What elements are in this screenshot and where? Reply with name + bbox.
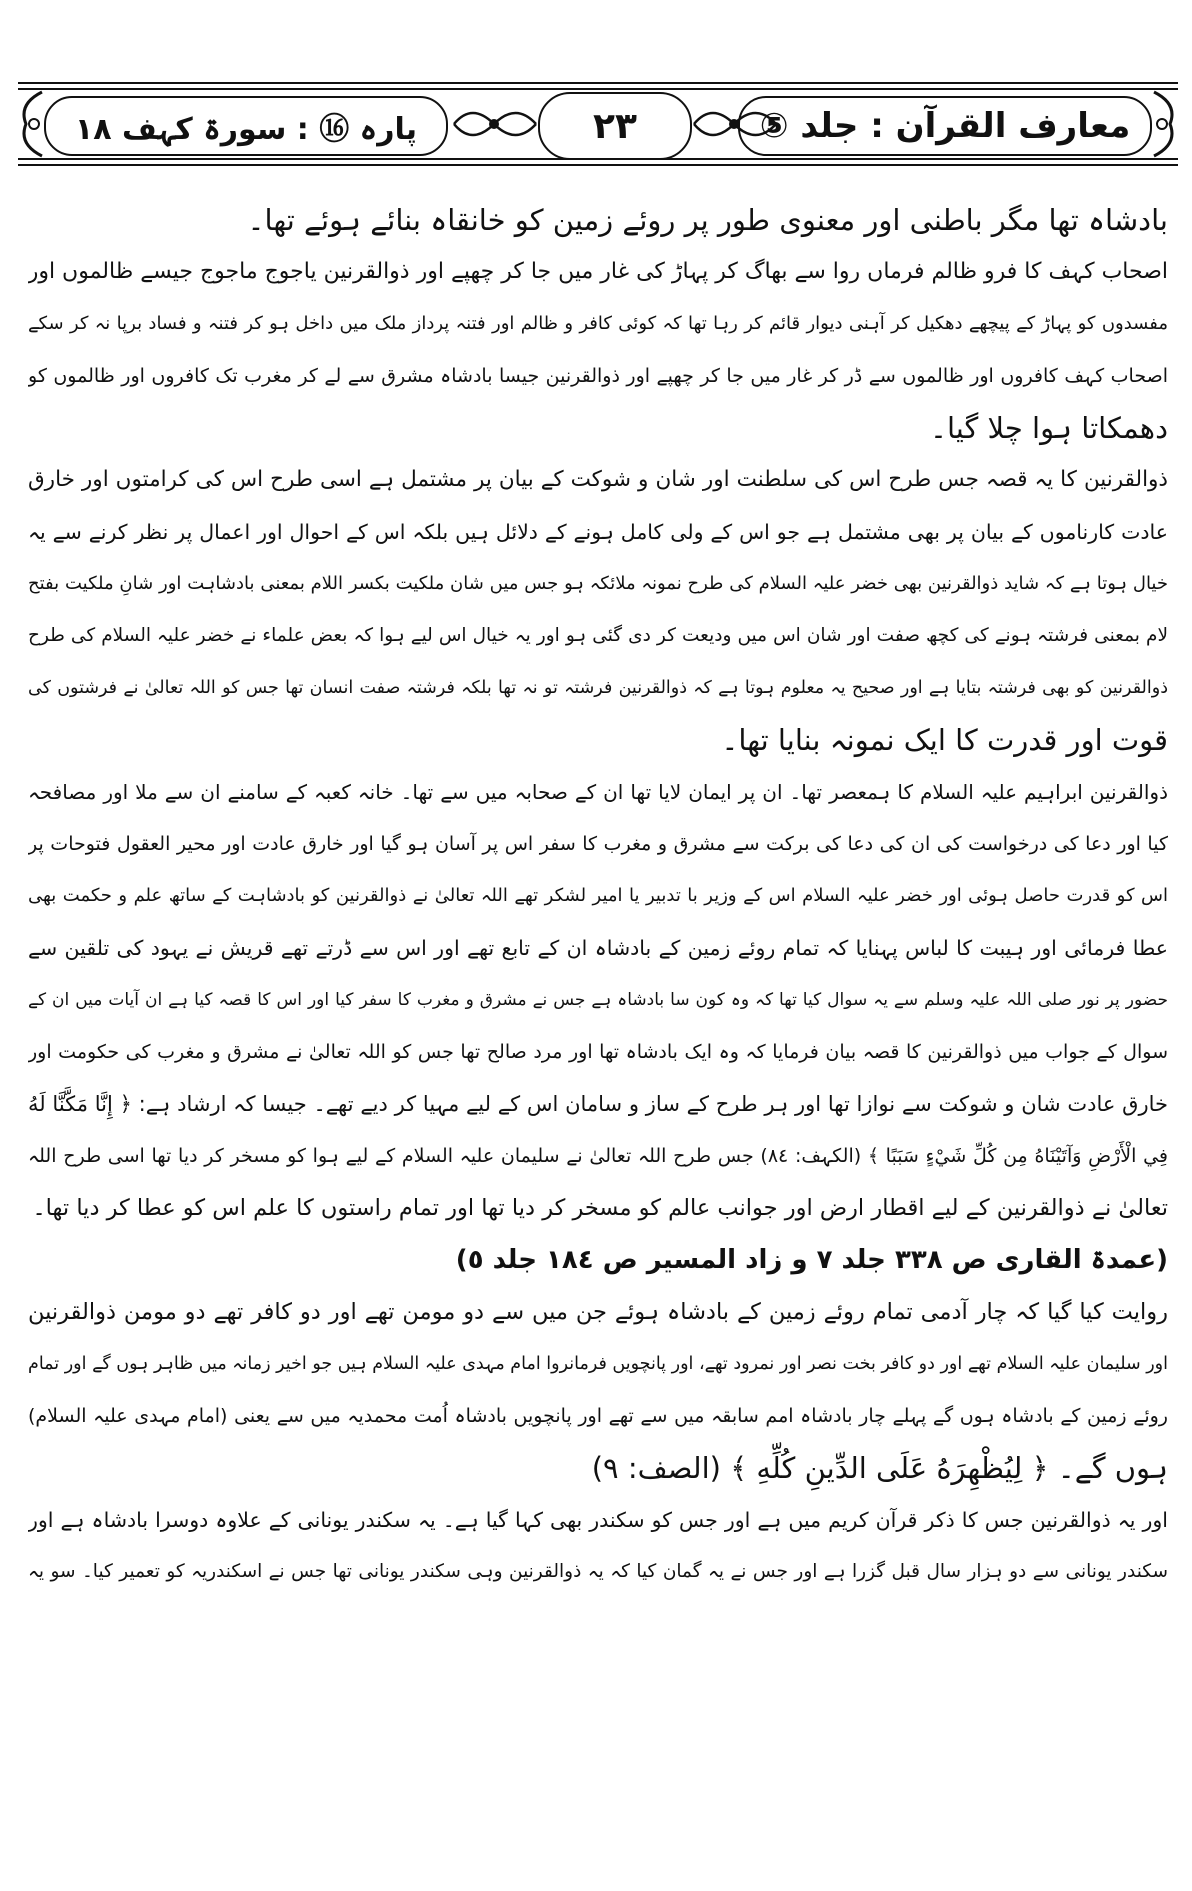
text-line: تعالیٰ نے ذوالقرنین کے لیے اقطار ارض اور جوانب عالم کو مسخر کر دیا تھا اور تمام راستوں کا علم اس کو عطا کر دیا تھا۔ bbox=[32, 1195, 1168, 1221]
text-line: روئے زمین کے بادشاہ ہوں گے پہلے چار بادشاہ امم سابقہ میں سے تھے اور پانچویں بادشاہ اُمت محمدیہ میں سے یعنی (امام مہدی علیہ السلام) bbox=[28, 1405, 1168, 1427]
text-line: لام بمعنی فرشتہ ہونے کی کچھ صفت اور شان اس میں ودیعت کر دی گئی ہو اور یہ خیال اس لیے ہوا کہ بعض علماء نے خضر علیہ السلام کی طرح bbox=[28, 625, 1168, 646]
chapter-reference bbox=[44, 96, 448, 156]
book-title bbox=[738, 96, 1152, 156]
header-rule bbox=[18, 164, 1178, 166]
text-line: بادشاہ تھا مگر باطنی اور معنوی طور پر روئے زمین کو خانقاہ بنائے ہوئے تھا۔ bbox=[247, 203, 1168, 237]
floral-ornament-icon bbox=[450, 98, 540, 150]
page-number bbox=[538, 92, 692, 160]
header-rule bbox=[18, 88, 1178, 90]
text-line: ذوالقرنین کو بھی فرشتہ بتایا ہے اور صحیح یہ معلوم ہوتا ہے کہ ذوالقرنین فرشتہ تو نہ تھا بلکہ فرشتہ صفت انسان تھا جس کو اللہ تعالیٰ نے فرشتوں کی bbox=[28, 678, 1168, 698]
text-line: ذوالقرنین کا یہ قصہ جس طرح اس کی سلطنت اور شان و شوکت کے بیان پر مشتمل ہے اسی طرح اس کی کرامتوں اور خارق bbox=[28, 467, 1168, 492]
text-line: عطا فرمائی اور ہیبت کا لباس پہنایا کہ تمام روئے زمین کے بادشاہ ان کے تابع تھے اور اس سے ڈرتے تھے قریش نے یہود کی تلقین سے bbox=[28, 936, 1168, 960]
page-body bbox=[28, 194, 1168, 1598]
page-header bbox=[18, 78, 1178, 170]
text-line: حضور پر نور صلی اللہ علیہ وسلم سے یہ سوال کیا تھا کہ وہ کون سا بادشاہ ہے جس نے مشرق و مغرب کا سفر کیا اور اس کا قصہ کیا ہے ان آیات میں ان کے bbox=[28, 990, 1168, 1010]
text-line: اصحاب کہف کافروں اور ظالموں سے ڈر کر غار میں جا کر چھپے اور ذوالقرنین جیسا بادشاہ مشرق سے لے کر مغرب تک کافروں اور ظالموں کو bbox=[28, 365, 1168, 387]
paragraph bbox=[28, 1286, 1168, 1494]
text-line: اس کو قدرت حاصل ہوئی اور خضر علیہ السلام اس کے وزیر با تدبیر یا امیر لشکر تھے اللہ تعالیٰ نے ذوالقرنین کو بادشاہت کے ساتھ علم و حکمت بھی bbox=[28, 885, 1168, 906]
citation: (عمدۃ القاری ص ٣٣٨ جلد ٧ و زاد المسیر ص ١٨٤ جلد ٥) bbox=[455, 1245, 1168, 1275]
book-title-text: معارف القرآن : جلد ⑤ bbox=[759, 106, 1131, 146]
header-rule bbox=[18, 82, 1178, 84]
text-line: خیال ہوتا ہے کہ شاید ذوالقرنین بھی خضر علیہ السلام کی طرح نمونہ ملائکہ ہو جس میں شان ملکیت بکسر اللام بمعنی بادشاہت اور شانِ ملکیت بفتح bbox=[28, 573, 1168, 594]
floral-ornament-icon bbox=[690, 98, 780, 150]
text-line: کیا اور دعا کی درخواست کی ان کی دعا کی برکت سے مشرق و مغرب کا سفر اس پر آسان ہو گیا اور خارق عادت اور محیر العقول فتوحات پر bbox=[28, 833, 1168, 855]
text-line: ہوں گے۔ ﴿ لِيُظْهِرَهُ عَلَى الدِّينِ كُلِّهِ ﴾ (الصف: ٩) bbox=[591, 1451, 1168, 1485]
paragraph bbox=[28, 1494, 1168, 1598]
text-line: دھمکاتا ہوا چلا گیا۔ bbox=[929, 411, 1168, 445]
text-line: قوت اور قدرت کا ایک نمونہ بنایا تھا۔ bbox=[721, 723, 1168, 757]
text-line: عادت کارناموں کے بیان پر بھی مشتمل ہے جو اس کے ولی کامل ہونے کے دلائل ہیں بلکہ اس کے احوال اور اعمال پر نظر کرنے سے یہ bbox=[28, 520, 1168, 544]
page-number-text: ٢٣ bbox=[593, 105, 637, 147]
text-line: مفسدوں کو پہاڑ کے پیچھے دھکیل کر آہنی دیوار قائم کر رہا تھا کہ کوئی کافر و ظالم اور فتنہ پرداز ملک میں داخل ہو کر فتنہ و فساد برپا نہ کر سکے bbox=[28, 313, 1168, 334]
paragraph bbox=[28, 194, 1168, 246]
text-line: سوال کے جواب میں ذوالقرنین کا قصہ بیان فرمایا کہ وہ ایک بادشاہ تھا اور مرد صالح تھا جس کو اللہ تعالیٰ نے مشرق و مغرب کی حکومت اور bbox=[28, 1041, 1168, 1063]
paragraph bbox=[28, 766, 1168, 1234]
text-line: فِي الْأَرْضِ وَآتَيْنَاهُ مِن كُلِّ شَيْءٍ سَبَبًا ﴾ (الکہف: ٨٤) جس طرح اللہ تعالیٰ نے سلیمان علیہ السلام کے لیے ہوا کو مسخر کر دیا تھا اسی طرح اللہ bbox=[28, 1145, 1168, 1167]
paragraph bbox=[28, 246, 1168, 454]
text-line: سکندر یونانی سے دو ہزار سال قبل گزرا ہے اور جس نے یہ گمان کیا کہ یہ ذوالقرنین وہی سکندر یونانی تھا جس نے اسکندریہ کو تعمیر کیا۔ سو یہ bbox=[28, 1561, 1168, 1582]
text-line: اور سلیمان علیہ السلام تھے اور دو کافر بخت نصر اور نمرود تھے، اور پانچویں فرمانروا امام مہدی علیہ السلام ہیں جو اخیر زمانہ میں ظاہر ہوں گے اور تمام bbox=[28, 1354, 1168, 1374]
chapter-reference-text: پارہ ⑯ : سورۃ کہف ١٨ bbox=[74, 112, 418, 147]
paragraph bbox=[28, 454, 1168, 766]
text-line: روایت کیا گیا کہ چار آدمی تمام روئے زمین کے بادشاہ ہوئے جن میں سے دو مومن تھے اور دو کافر تھے دو مومن ذوالقرنین bbox=[28, 1299, 1168, 1325]
text-line: ذوالقرنین ابراہیم علیہ السلام کا ہمعصر تھا۔ ان پر ایمان لایا تھا ان کے صحابہ میں سے تھا۔ خانہ کعبہ کے سامنے ان سے ملا اور مصافحہ bbox=[28, 780, 1168, 804]
text-line: اور یہ ذوالقرنین جس کا ذکر قرآن کریم میں ہے اور جس کو سکندر بھی کہا گیا ہے۔ یہ سکندر یونانی کے علاوہ دوسرا بادشاہ ہے اور bbox=[28, 1508, 1168, 1532]
text-line: خارق عادت شان و شوکت سے نوازا تھا اور ہر طرح کے ساز و سامان اس کے لیے مہیا کر دیے تھے۔ جیسا کہ ارشاد ہے: ﴿ إِنَّا مَكَّنَّا لَهُ bbox=[28, 1092, 1168, 1116]
text-line: اصحاب کہف کا فرو ظالم فرماں روا سے بھاگ کر پہاڑ کی غار میں جا کر چھپے اور ذوالقرنین یاجوج ماجوج جیسے ظالموں اور bbox=[28, 259, 1168, 284]
